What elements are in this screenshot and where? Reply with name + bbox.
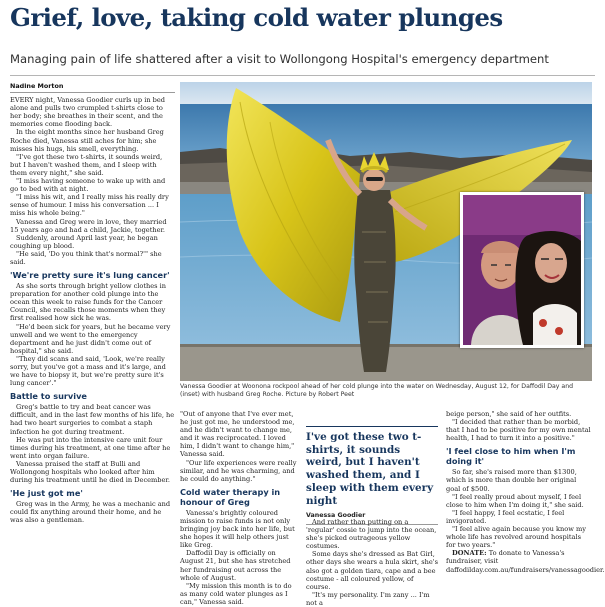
article-column-3 xyxy=(306,518,438,607)
paragraph: "I miss his wit, and I really miss his really dry sense of humour. I miss his conversation ... I miss his whole being." xyxy=(10,193,169,218)
subheading: 'We're pretty sure it's lung cancer' xyxy=(10,270,170,281)
pull-quote-attribution: Vanessa Goodier xyxy=(306,512,438,525)
paragraph: "I feel alive again because you know my whole life has revolved around hospitals for two years." xyxy=(446,525,586,550)
paragraph: "They did scans and said, 'Look, we're really sorry, but you've got a mass and it's large, and we have to biopsy it, but we're pretty sure it's lung cancer'." xyxy=(10,354,166,388)
donate-text: To donate to Vanessa's fundraiser, visit daffodilday.com.au/fundraisers/vanessagoodier. xyxy=(446,549,605,574)
paragraph: Suddenly, around April last year, he began coughing up blood. xyxy=(10,233,158,250)
paragraph: Greg was in the Army, he was a mechanic and could fix anything around their home, and he was also a gentleman. xyxy=(10,500,171,525)
headline: Grief, love, taking cold water plunges xyxy=(10,3,503,32)
standfirst: Managing pain of life shattered after a visit to Wollongong Hospital's emergency department xyxy=(10,52,549,66)
subheading: 'He just got me' xyxy=(10,488,83,499)
subheading: Battle to survive xyxy=(10,391,87,402)
donate-label: DONATE: xyxy=(452,549,487,558)
paragraph: "I miss having someone to wake up with and go to bed with at night. xyxy=(10,177,166,194)
paragraph: Vanessa's brightly coloured mission to raise funds is not only bringing joy back into her life, but she hopes it will help others just like Greg. xyxy=(180,508,295,550)
inset-photo xyxy=(460,192,584,348)
paragraph: beige person," she said of her outfits. xyxy=(446,410,572,418)
paragraph: Vanessa and Greg were in love, they married 15 years ago and had a child, Jackie, together. xyxy=(10,217,167,234)
paragraph: "I feel happy, I feel ecstatic, I feel invigorated. xyxy=(446,508,565,525)
paragraph: Greg's battle to try and beat cancer was difficult, and in the last few months of his life, he had two heart surgeries to combat a staph infection he got during treatment. xyxy=(10,403,175,436)
paragraph: EVERY night, Vanessa Goodier curls up in bed alone and pulls two crumpled t-shirts close to her body; she breathes in their scent, and the memories come flooding back. xyxy=(10,96,166,129)
paragraph: "It's my personality. I'm zany ... I'm not a xyxy=(306,590,430,607)
paragraph: "I decided that rather than be morbid, that I had to be positive for my own mental health, I had to turn it into a positive." xyxy=(446,418,591,443)
article-column-1 xyxy=(10,82,175,598)
paragraph: In the eight months since her husband Greg Roche died, Vanessa still aches for him; she misses his hugs, his smell, everything. xyxy=(10,128,164,153)
paragraph: "Our life experiences were really similar, and he was charming, and he could do anything." xyxy=(180,458,297,483)
pull-quote-text: I've got these two t-shirts, it sounds weird, but I haven't washed them, and I sleep with them every night xyxy=(306,431,434,507)
photo-caption: Vanessa Goodier at Woonona rockpool ahead of her cold plunge into the water on Wednesday, August 12, for Daffodil Day and (inset) with husband Greg Roche. Picture by Robert Peet xyxy=(180,383,574,399)
main-photo xyxy=(180,82,592,381)
article-column-2 xyxy=(180,410,300,606)
paragraph: Vanessa praised the staff at Bulli and Wollongong hospitals who looked after him during his treatment until he died in December. xyxy=(10,459,170,485)
byline: Nadine Morton xyxy=(10,82,175,93)
top-rule xyxy=(10,75,595,76)
subheading: Cold water therapy in honour of Greg xyxy=(180,486,281,507)
paragraph: And rather than putting on a 'regular' cossie to jump into the ocean, she's picked outrageous yellow costumes. xyxy=(306,518,437,551)
article-column-4 xyxy=(446,410,605,598)
paragraph: Daffodil Day is officially on August 21, but she has stretched her fundraising out across the whole of August. xyxy=(180,549,291,582)
paragraph: "My mission this month is to do as many cold water plunges as I can," Vanessa said. xyxy=(180,581,292,606)
paragraph: So far, she's raised more than $1300, which is more than double her original goal of $500. xyxy=(446,468,577,493)
paragraph: "He'd been sick for years, but he became very unwell and we went to the emergency department and he just didn't come out of hospital," she said. xyxy=(10,322,171,355)
donate-paragraph xyxy=(446,549,605,574)
paragraph: Some days she's dressed as Bat Girl, other days she wears a hula skirt, she's also got a golden tiara, cape and a bee costume - all coloured yellow, of course. xyxy=(306,550,438,591)
paragraph: "He said, 'Do you think that's normal?'" she said. xyxy=(10,249,162,266)
subheading: 'I feel close to him when I'm doing it' xyxy=(446,446,576,467)
paragraph: "Out of anyone that I've ever met, he just got me, he understood me, and he didn't want to change me, and it was reciprocated. I loved him, I didn't want to change him," Vanessa said. xyxy=(180,410,295,459)
pull-quote-box xyxy=(306,426,438,525)
paragraph: "I've got these two t-shirts, it sounds weird, but I haven't washed them, and I sleep with them every night," she said. xyxy=(10,152,163,177)
paragraph: "I feel really proud about myself, I feel close to him when I'm doing it," she said. xyxy=(446,492,584,509)
paragraph: As she sorts through bright yellow clothes in preparation for another cold plunge into the ocean this week to raise funds for the Cancer Council, she recalls those moments when they first realised how sick he was. xyxy=(10,282,166,323)
paragraph: He was put into the intensive care unit four times during his treatment, at one time after he went into organ failure. xyxy=(10,435,171,460)
